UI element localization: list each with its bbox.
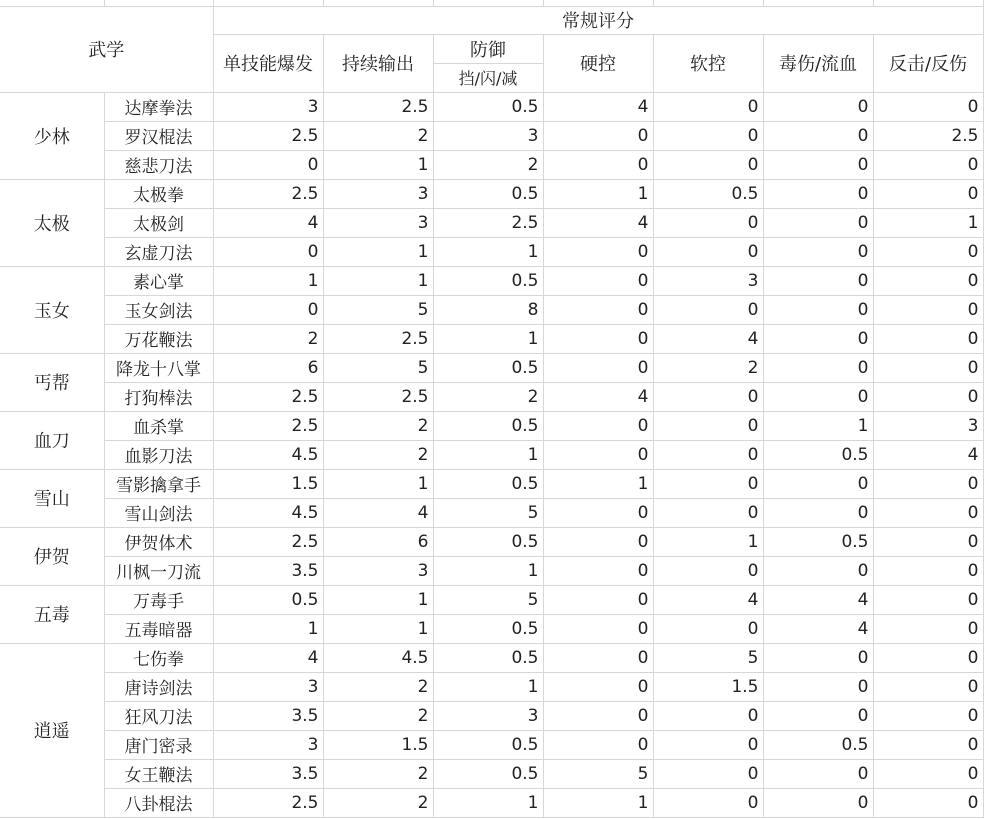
score-cell: 0.5 bbox=[763, 440, 873, 469]
table-row bbox=[0, 266, 983, 295]
table-row bbox=[0, 121, 983, 150]
skill-name: 太极拳 bbox=[104, 179, 213, 208]
score-cell: 0 bbox=[763, 672, 873, 701]
score-cell: 0 bbox=[873, 382, 983, 411]
score-cell: 0.5 bbox=[433, 353, 543, 382]
score-cell: 8 bbox=[433, 295, 543, 324]
score-cell: 6 bbox=[323, 527, 433, 556]
score-cell: 4 bbox=[763, 585, 873, 614]
score-cell: 0 bbox=[543, 527, 653, 556]
sect-name: 五毒 bbox=[0, 585, 104, 643]
score-cell: 0 bbox=[763, 237, 873, 266]
score-cell: 5 bbox=[323, 353, 433, 382]
score-cell: 0 bbox=[543, 556, 653, 585]
score-cell: 0.5 bbox=[433, 730, 543, 759]
score-cell: 2.5 bbox=[433, 208, 543, 237]
score-cell: 0.5 bbox=[433, 92, 543, 121]
score-cell: 0 bbox=[873, 672, 983, 701]
score-cell: 0 bbox=[763, 295, 873, 324]
score-cell: 0 bbox=[763, 179, 873, 208]
score-cell: 0 bbox=[653, 469, 763, 498]
score-cell: 2.5 bbox=[323, 324, 433, 353]
score-cell: 0 bbox=[653, 295, 763, 324]
score-cell: 3 bbox=[873, 411, 983, 440]
score-cell: 0 bbox=[763, 382, 873, 411]
score-cell: 0 bbox=[763, 556, 873, 585]
score-cell: 2 bbox=[323, 788, 433, 817]
score-cell: 0 bbox=[543, 643, 653, 672]
score-cell: 0 bbox=[543, 585, 653, 614]
score-cell: 0 bbox=[543, 701, 653, 730]
score-cell: 4 bbox=[543, 92, 653, 121]
skill-name: 五毒暗器 bbox=[104, 614, 213, 643]
score-cell: 1 bbox=[763, 411, 873, 440]
score-cell: 0 bbox=[873, 643, 983, 672]
skill-name: 血影刀法 bbox=[104, 440, 213, 469]
score-cell: 0 bbox=[543, 672, 653, 701]
score-cell: 0 bbox=[653, 614, 763, 643]
score-cell: 5 bbox=[433, 498, 543, 527]
score-cell: 4.5 bbox=[213, 440, 323, 469]
score-cell: 2.5 bbox=[213, 411, 323, 440]
score-cell: 0.5 bbox=[433, 469, 543, 498]
score-cell: 0.5 bbox=[763, 730, 873, 759]
score-cell: 0.5 bbox=[433, 411, 543, 440]
score-cell: 0 bbox=[763, 788, 873, 817]
score-cell: 1 bbox=[873, 208, 983, 237]
score-cell: 0 bbox=[763, 643, 873, 672]
score-cell: 4 bbox=[213, 643, 323, 672]
score-cell: 2 bbox=[433, 382, 543, 411]
score-cell: 4 bbox=[213, 208, 323, 237]
score-cell: 0 bbox=[763, 759, 873, 788]
col-header-burst: 单技能爆发 bbox=[213, 34, 323, 92]
score-cell: 3 bbox=[323, 179, 433, 208]
score-cell: 2.5 bbox=[213, 527, 323, 556]
score-cell: 0 bbox=[873, 150, 983, 179]
score-cell: 1 bbox=[323, 150, 433, 179]
score-cell: 0 bbox=[873, 237, 983, 266]
skill-name: 唐诗剑法 bbox=[104, 672, 213, 701]
score-cell: 0 bbox=[763, 353, 873, 382]
score-cell: 3 bbox=[213, 92, 323, 121]
score-cell: 1 bbox=[653, 527, 763, 556]
score-cell: 2 bbox=[653, 353, 763, 382]
score-cell: 1 bbox=[433, 556, 543, 585]
col-header-hard-cc: 硬控 bbox=[543, 34, 653, 92]
score-cell: 1.5 bbox=[323, 730, 433, 759]
score-cell: 0 bbox=[543, 266, 653, 295]
score-cell: 1 bbox=[433, 324, 543, 353]
score-cell: 0.5 bbox=[433, 643, 543, 672]
score-cell: 1 bbox=[543, 179, 653, 208]
table-row bbox=[0, 208, 983, 237]
table-row bbox=[0, 469, 983, 498]
score-cell: 0 bbox=[873, 585, 983, 614]
table-row bbox=[0, 411, 983, 440]
score-cell: 2 bbox=[323, 759, 433, 788]
sect-name: 伊贺 bbox=[0, 527, 104, 585]
score-cell: 0 bbox=[763, 701, 873, 730]
score-cell: 1 bbox=[433, 440, 543, 469]
table-row bbox=[0, 353, 983, 382]
score-cell: 0 bbox=[873, 759, 983, 788]
score-cell: 5 bbox=[543, 759, 653, 788]
score-cell: 3 bbox=[213, 730, 323, 759]
table-row bbox=[0, 788, 983, 817]
score-cell: 3.5 bbox=[213, 701, 323, 730]
score-cell: 5 bbox=[433, 585, 543, 614]
table-row bbox=[0, 527, 983, 556]
score-cell: 4 bbox=[543, 208, 653, 237]
score-cell: 0 bbox=[653, 498, 763, 527]
score-cell: 0 bbox=[763, 150, 873, 179]
sect-name: 逍遥 bbox=[0, 643, 104, 817]
score-cell: 0.5 bbox=[213, 585, 323, 614]
score-cell: 0 bbox=[873, 730, 983, 759]
score-cell: 0.5 bbox=[433, 179, 543, 208]
score-cell: 1.5 bbox=[653, 672, 763, 701]
score-cell: 1 bbox=[323, 469, 433, 498]
sect-name: 血刀 bbox=[0, 411, 104, 469]
table-row bbox=[0, 556, 983, 585]
sect-name: 太极 bbox=[0, 179, 104, 266]
score-cell: 0 bbox=[873, 266, 983, 295]
skill-name: 女王鞭法 bbox=[104, 759, 213, 788]
skill-name: 血杀掌 bbox=[104, 411, 213, 440]
score-cell: 0 bbox=[873, 324, 983, 353]
score-cell: 3 bbox=[433, 701, 543, 730]
score-cell: 4 bbox=[653, 324, 763, 353]
score-cell: 1 bbox=[543, 788, 653, 817]
score-cell: 0 bbox=[653, 411, 763, 440]
score-cell: 0 bbox=[653, 701, 763, 730]
score-cell: 0 bbox=[543, 411, 653, 440]
score-cell: 0 bbox=[653, 556, 763, 585]
skill-name: 八卦棍法 bbox=[104, 788, 213, 817]
table-row bbox=[0, 440, 983, 469]
score-cell: 1 bbox=[543, 469, 653, 498]
score-cell: 0 bbox=[213, 295, 323, 324]
skill-name: 伊贺体术 bbox=[104, 527, 213, 556]
score-cell: 2.5 bbox=[873, 121, 983, 150]
score-cell: 0 bbox=[873, 179, 983, 208]
skill-name: 素心掌 bbox=[104, 266, 213, 295]
skill-name: 打狗棒法 bbox=[104, 382, 213, 411]
score-cell: 4.5 bbox=[323, 643, 433, 672]
score-cell: 2.5 bbox=[213, 382, 323, 411]
skill-name: 玉女剑法 bbox=[104, 295, 213, 324]
table-row bbox=[0, 701, 983, 730]
table-row bbox=[0, 382, 983, 411]
table-row bbox=[0, 150, 983, 179]
score-cell: 1 bbox=[433, 788, 543, 817]
col-subheader-defense: 挡/闪/减 bbox=[433, 63, 543, 92]
score-cell: 4 bbox=[763, 614, 873, 643]
score-cell: 0 bbox=[653, 121, 763, 150]
score-cell: 2 bbox=[433, 150, 543, 179]
score-cell: 3 bbox=[653, 266, 763, 295]
group-header: 常规评分 bbox=[213, 6, 983, 34]
sect-name: 丐帮 bbox=[0, 353, 104, 411]
skill-name: 玄虚刀法 bbox=[104, 237, 213, 266]
score-cell: 2.5 bbox=[213, 121, 323, 150]
score-cell: 3 bbox=[323, 208, 433, 237]
score-cell: 0 bbox=[873, 701, 983, 730]
score-cell: 0 bbox=[763, 208, 873, 237]
score-cell: 2 bbox=[323, 440, 433, 469]
score-cell: 0 bbox=[873, 556, 983, 585]
skill-name: 川枫一刀流 bbox=[104, 556, 213, 585]
score-cell: 0 bbox=[763, 266, 873, 295]
score-cell: 0.5 bbox=[763, 527, 873, 556]
score-cell: 0 bbox=[543, 150, 653, 179]
score-cell: 3 bbox=[433, 121, 543, 150]
score-cell: 2 bbox=[213, 324, 323, 353]
skill-name: 太极剑 bbox=[104, 208, 213, 237]
score-cell: 0 bbox=[653, 730, 763, 759]
score-cell: 0 bbox=[653, 382, 763, 411]
score-cell: 5 bbox=[653, 643, 763, 672]
table-row bbox=[0, 295, 983, 324]
score-cell: 1.5 bbox=[213, 469, 323, 498]
score-cell: 2.5 bbox=[213, 179, 323, 208]
table-row bbox=[0, 672, 983, 701]
score-cell: 1 bbox=[323, 266, 433, 295]
score-cell: 1 bbox=[213, 266, 323, 295]
score-cell: 0 bbox=[543, 121, 653, 150]
table-row bbox=[0, 614, 983, 643]
score-cell: 0.5 bbox=[433, 759, 543, 788]
table-row bbox=[0, 759, 983, 788]
skill-name: 达摩拳法 bbox=[104, 92, 213, 121]
score-cell: 5 bbox=[323, 295, 433, 324]
score-cell: 0 bbox=[653, 92, 763, 121]
sect-name: 少林 bbox=[0, 92, 104, 179]
score-cell: 0 bbox=[653, 237, 763, 266]
score-cell: 4 bbox=[653, 585, 763, 614]
score-cell: 0 bbox=[873, 527, 983, 556]
score-cell: 0.5 bbox=[433, 527, 543, 556]
col-header-sustain: 持续输出 bbox=[323, 34, 433, 92]
score-cell: 0 bbox=[543, 295, 653, 324]
score-cell: 0 bbox=[543, 237, 653, 266]
score-cell: 0 bbox=[543, 440, 653, 469]
score-cell: 0 bbox=[653, 150, 763, 179]
score-cell: 0 bbox=[543, 353, 653, 382]
sect-name: 玉女 bbox=[0, 266, 104, 353]
col-header-counter: 反击/反伤 bbox=[873, 34, 983, 92]
table-row bbox=[0, 643, 983, 672]
score-cell: 2.5 bbox=[213, 788, 323, 817]
skill-name: 万花鞭法 bbox=[104, 324, 213, 353]
table-row bbox=[0, 92, 983, 121]
score-cell: 0 bbox=[873, 469, 983, 498]
score-cell: 0 bbox=[543, 614, 653, 643]
skill-name: 唐门密录 bbox=[104, 730, 213, 759]
corner-header: 武学 bbox=[0, 6, 213, 92]
score-cell: 0 bbox=[873, 614, 983, 643]
score-cell: 0 bbox=[763, 121, 873, 150]
score-cell: 2.5 bbox=[323, 92, 433, 121]
score-cell: 0.5 bbox=[433, 266, 543, 295]
table-row bbox=[0, 237, 983, 266]
score-cell: 0 bbox=[873, 92, 983, 121]
table-row bbox=[0, 585, 983, 614]
skill-name: 七伤拳 bbox=[104, 643, 213, 672]
score-cell: 4 bbox=[323, 498, 433, 527]
score-cell: 0 bbox=[873, 788, 983, 817]
score-cell: 2 bbox=[323, 121, 433, 150]
col-header-poison: 毒伤/流血 bbox=[763, 34, 873, 92]
score-cell: 2 bbox=[323, 701, 433, 730]
table-row bbox=[0, 324, 983, 353]
score-cell: 4 bbox=[543, 382, 653, 411]
score-cell: 0 bbox=[763, 469, 873, 498]
score-cell: 1 bbox=[323, 614, 433, 643]
score-cell: 1 bbox=[213, 614, 323, 643]
score-cell: 3.5 bbox=[213, 556, 323, 585]
score-cell: 0 bbox=[653, 208, 763, 237]
score-cell: 1 bbox=[433, 237, 543, 266]
score-cell: 6 bbox=[213, 353, 323, 382]
score-cell: 0.5 bbox=[653, 179, 763, 208]
score-cell: 0 bbox=[543, 730, 653, 759]
sect-name: 雪山 bbox=[0, 469, 104, 527]
col-header-soft-cc: 软控 bbox=[653, 34, 763, 92]
skill-name: 万毒手 bbox=[104, 585, 213, 614]
score-cell: 2 bbox=[323, 411, 433, 440]
score-cell: 0 bbox=[763, 92, 873, 121]
skill-name: 狂风刀法 bbox=[104, 701, 213, 730]
score-cell: 2.5 bbox=[323, 382, 433, 411]
score-cell: 0 bbox=[543, 498, 653, 527]
skill-name: 雪影擒拿手 bbox=[104, 469, 213, 498]
score-cell: 1 bbox=[323, 237, 433, 266]
table-row bbox=[0, 179, 983, 208]
table-row bbox=[0, 498, 983, 527]
col-header-defense: 防御 bbox=[433, 34, 543, 63]
score-cell: 0.5 bbox=[433, 614, 543, 643]
skill-name: 慈悲刀法 bbox=[104, 150, 213, 179]
score-cell: 0 bbox=[543, 324, 653, 353]
score-cell: 4.5 bbox=[213, 498, 323, 527]
score-cell: 3 bbox=[323, 556, 433, 585]
score-cell: 0 bbox=[873, 295, 983, 324]
score-cell: 1 bbox=[433, 672, 543, 701]
score-cell: 0 bbox=[653, 440, 763, 469]
score-cell: 1 bbox=[323, 585, 433, 614]
score-cell: 0 bbox=[873, 353, 983, 382]
table-row bbox=[0, 730, 983, 759]
score-cell: 2 bbox=[323, 672, 433, 701]
header-row-1 bbox=[0, 6, 983, 34]
skill-name: 罗汉棍法 bbox=[104, 121, 213, 150]
skill-name: 雪山剑法 bbox=[104, 498, 213, 527]
score-cell: 3 bbox=[213, 672, 323, 701]
skill-name: 降龙十八掌 bbox=[104, 353, 213, 382]
score-cell: 0 bbox=[653, 788, 763, 817]
score-cell: 0 bbox=[213, 237, 323, 266]
score-cell: 0 bbox=[653, 759, 763, 788]
score-cell: 0 bbox=[763, 324, 873, 353]
score-cell: 0 bbox=[213, 150, 323, 179]
score-cell: 4 bbox=[873, 440, 983, 469]
score-cell: 0 bbox=[763, 498, 873, 527]
score-cell: 3.5 bbox=[213, 759, 323, 788]
score-cell: 0 bbox=[873, 498, 983, 527]
